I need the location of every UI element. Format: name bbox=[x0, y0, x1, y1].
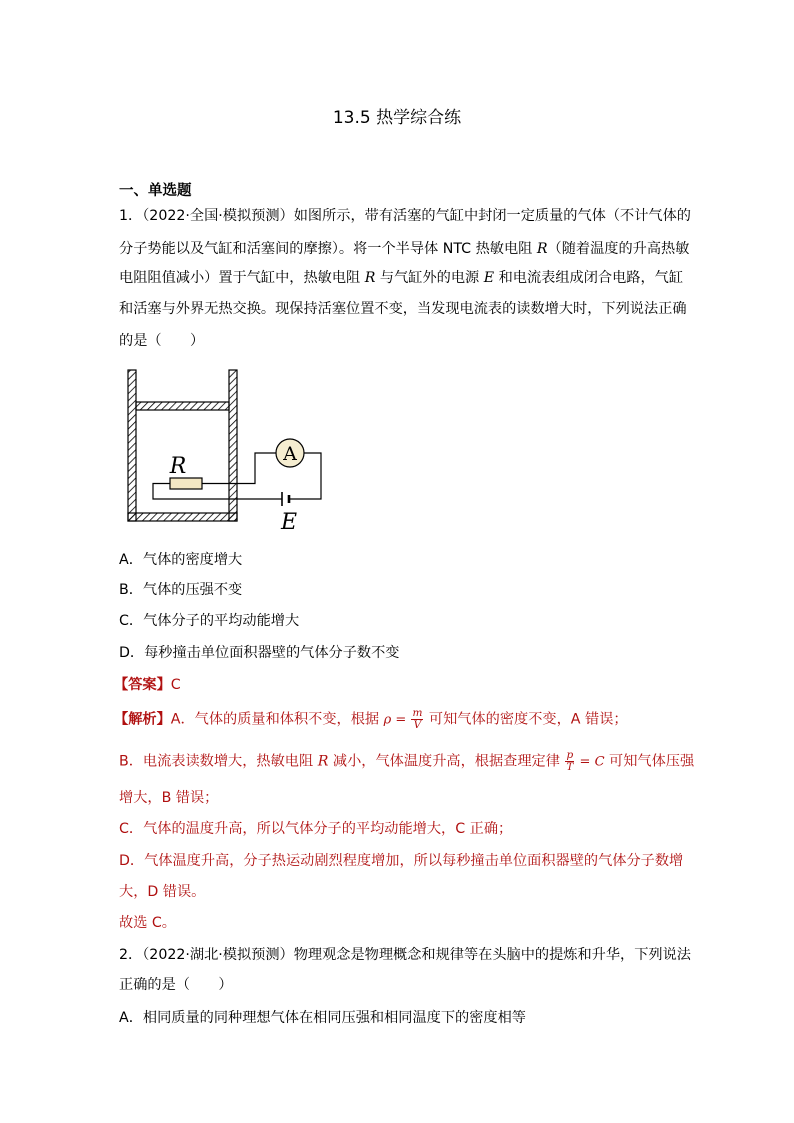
piston bbox=[136, 402, 229, 410]
q2-stem-line-2: 正确的是（ ） bbox=[119, 977, 233, 993]
q1-stem-line-2: 分子势能以及气缸和活塞间的摩擦）。将一个半导体 NTC 热敏电阻 R（随着温度的升高热敏 bbox=[119, 241, 690, 257]
q1-analysis-d-line-1: D．气体温度升高，分子热运动剧烈程度增加，所以每秒撞击单位面积器壁的气体分子数增 bbox=[119, 853, 684, 869]
page-title: 13.5 热学综合练 bbox=[332, 108, 462, 128]
q1-analysis-d-line-2: 大，D 错误。 bbox=[119, 884, 206, 900]
q1-stem-line-3: 电阻阻值减小）置于气缸中，热敏电阻 R 与气缸外的电源 E 和电流表组成闭合电路，气缸 bbox=[119, 270, 684, 286]
battery-symbol bbox=[282, 492, 289, 506]
q1-option-c: C．气体分子的平均动能增大 bbox=[119, 613, 300, 629]
resistor-label: R bbox=[169, 454, 187, 479]
q1-analysis-c: C．气体的温度升高，所以气体分子的平均动能增大，C 正确； bbox=[119, 821, 513, 837]
q1-analysis-b-line-2: 增大，B 错误； bbox=[119, 790, 219, 806]
battery-label: E bbox=[280, 510, 298, 533]
thermistor-resistor bbox=[170, 478, 202, 489]
q1-answer: 【答案】C bbox=[114, 677, 181, 693]
q1-conclusion: 故选 C。 bbox=[119, 915, 176, 931]
q2-option-a: A．相同质量的同种理想气体在相同压强和相同温度下的密度相等 bbox=[119, 1010, 526, 1026]
q2-stem-line-1: 2．（2022·湖北·模拟预测）物理观念是物理概念和规律等在头脑中的提炼和升华，下列说法 bbox=[119, 947, 691, 963]
cylinder-walls bbox=[128, 370, 237, 521]
section-heading: 一、单选题 bbox=[119, 183, 192, 199]
q1-stem-line-1: 1．（2022·全国·模拟预测）如图所示，带有活塞的气缸中封闭一定质量的气体（不计气体的 bbox=[119, 208, 691, 224]
ammeter-label: A bbox=[283, 443, 297, 465]
q1-stem-line-5: 的是（ ） bbox=[119, 333, 205, 349]
q1-analysis-b-line-1: B．电流表读数增大，热敏电阻 R 减小，气体温度升高，根据查理定律 $\frac{p}{T}$ = C 可知气体压强 bbox=[119, 749, 695, 773]
q1-option-b: B．气体的压强不变 bbox=[119, 582, 243, 598]
q1-stem-line-4: 和活塞与外界无热交换。现保持活塞位置不变，当发现电流表的读数增大时，下列说法正确 bbox=[119, 301, 687, 317]
cylinder-circuit-diagram bbox=[125, 368, 330, 533]
q1-analysis-a: 【解析】A．气体的质量和体积不变，根据 ρ = $\frac{m}{V}$ 可知气体的密度不变，A 错误； bbox=[114, 707, 628, 731]
q1-option-d: D．每秒撞击单位面积器壁的气体分子数不变 bbox=[119, 645, 400, 661]
q1-option-a: A．气体的密度增大 bbox=[119, 552, 243, 568]
